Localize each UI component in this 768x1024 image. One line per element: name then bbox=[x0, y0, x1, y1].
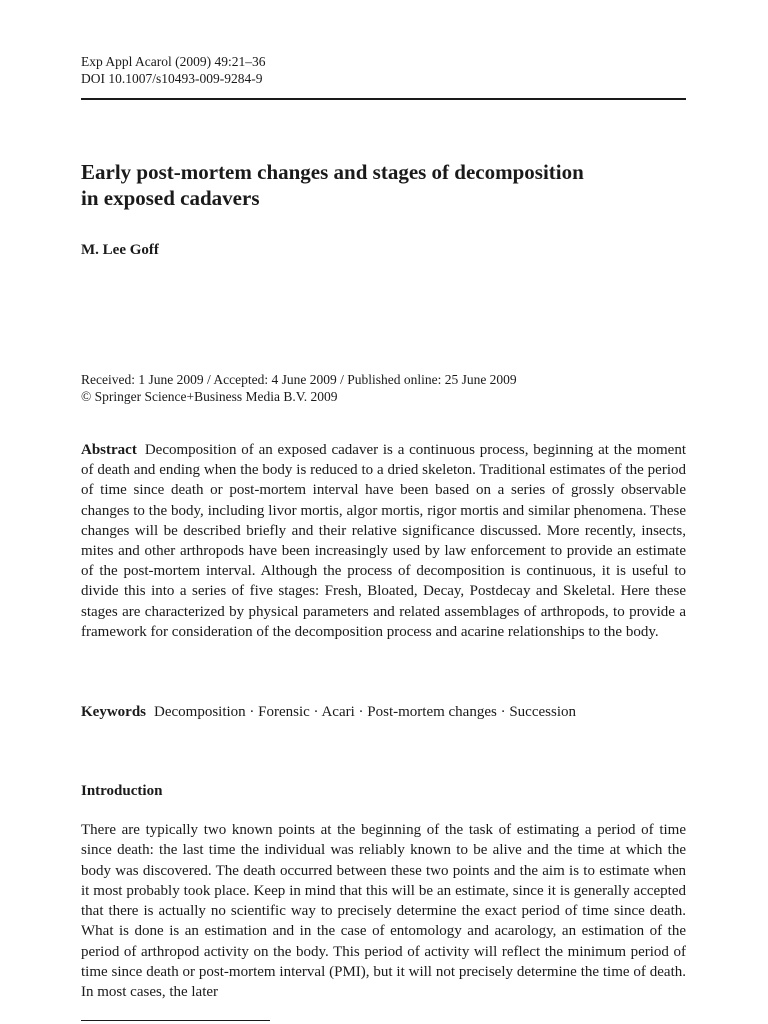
abstract-label: Abstract bbox=[81, 442, 137, 458]
abstract bbox=[81, 440, 686, 642]
copyright-notice: © Springer Science+Business Media B.V. 2009 bbox=[81, 389, 338, 404]
doi: DOI 10.1007/s10493-009-9284-9 bbox=[81, 71, 263, 86]
paper-page bbox=[81, 0, 686, 1024]
author-name: M. Lee Goff bbox=[81, 242, 159, 258]
title-line-2: in exposed cadavers bbox=[81, 186, 260, 210]
article-title bbox=[81, 159, 686, 211]
abstract-text: Decomposition of an exposed cadaver is a continuous process, beginning at the moment of death and ending when the body is reduced to a dried skeleton. Traditional estimates of the period of time since death or post-mortem interval have been based on a series of grossly observable changes to the body, including livor mortis, algor mortis, rigor mortis and similar phenomena. These changes will be described briefly and their relative significance discussed. More recently, insects, mites and other arthropods have been increasingly used by law enforcement to provide an estimate of the post-mortem interval. Although the process of decomposition is continuous, it is useful to divide this into a series of five stages: Fresh, Bloated, Decay, Postdecay and Skeletal. Here these stages are characterized by physical parameters and related assemblages of arthropods, to provide a framework for consideration of the decomposition process and acarine relationships to the body. bbox=[81, 442, 686, 640]
keywords-label: Keywords bbox=[81, 704, 146, 720]
introduction-text: There are typically two known points at the beginning of the task of estimating a period of time since death: the last time the individual was reliably known to be alive and the time at which the body was discovered. The death occurred between these two points and the aim is to estimate when it most probably took place. Keep in mind that this will be an estimate, since it is generally accepted that there is actually no scientific way to precisely determine the exact period of time since death. What is done is an estimation and in the case of entomology and acarology, an estimation of the period of arthropod activity on the body. This period of activity will reflect the minimum period of time since death or post-mortem interval (PMI), but it will not precisely determine the time of death. In most cases, the later bbox=[81, 822, 686, 1001]
journal-citation: Exp Appl Acarol (2009) 49:21–36 bbox=[81, 54, 266, 69]
publication-dates: Received: 1 June 2009 / Accepted: 4 June 2009 / Published online: 25 June 2009 bbox=[81, 372, 517, 387]
keywords bbox=[81, 702, 686, 722]
keywords-text: Decomposition · Forensic · Acari · Post-mortem changes · Succession bbox=[154, 704, 576, 720]
footnote-rule bbox=[81, 1020, 270, 1021]
header-rule bbox=[81, 98, 686, 100]
section-heading-introduction: Introduction bbox=[81, 783, 163, 799]
publication-info bbox=[81, 371, 517, 405]
title-line-1: Early post-mortem changes and stages of decomposition bbox=[81, 160, 584, 184]
journal-reference bbox=[81, 53, 265, 87]
